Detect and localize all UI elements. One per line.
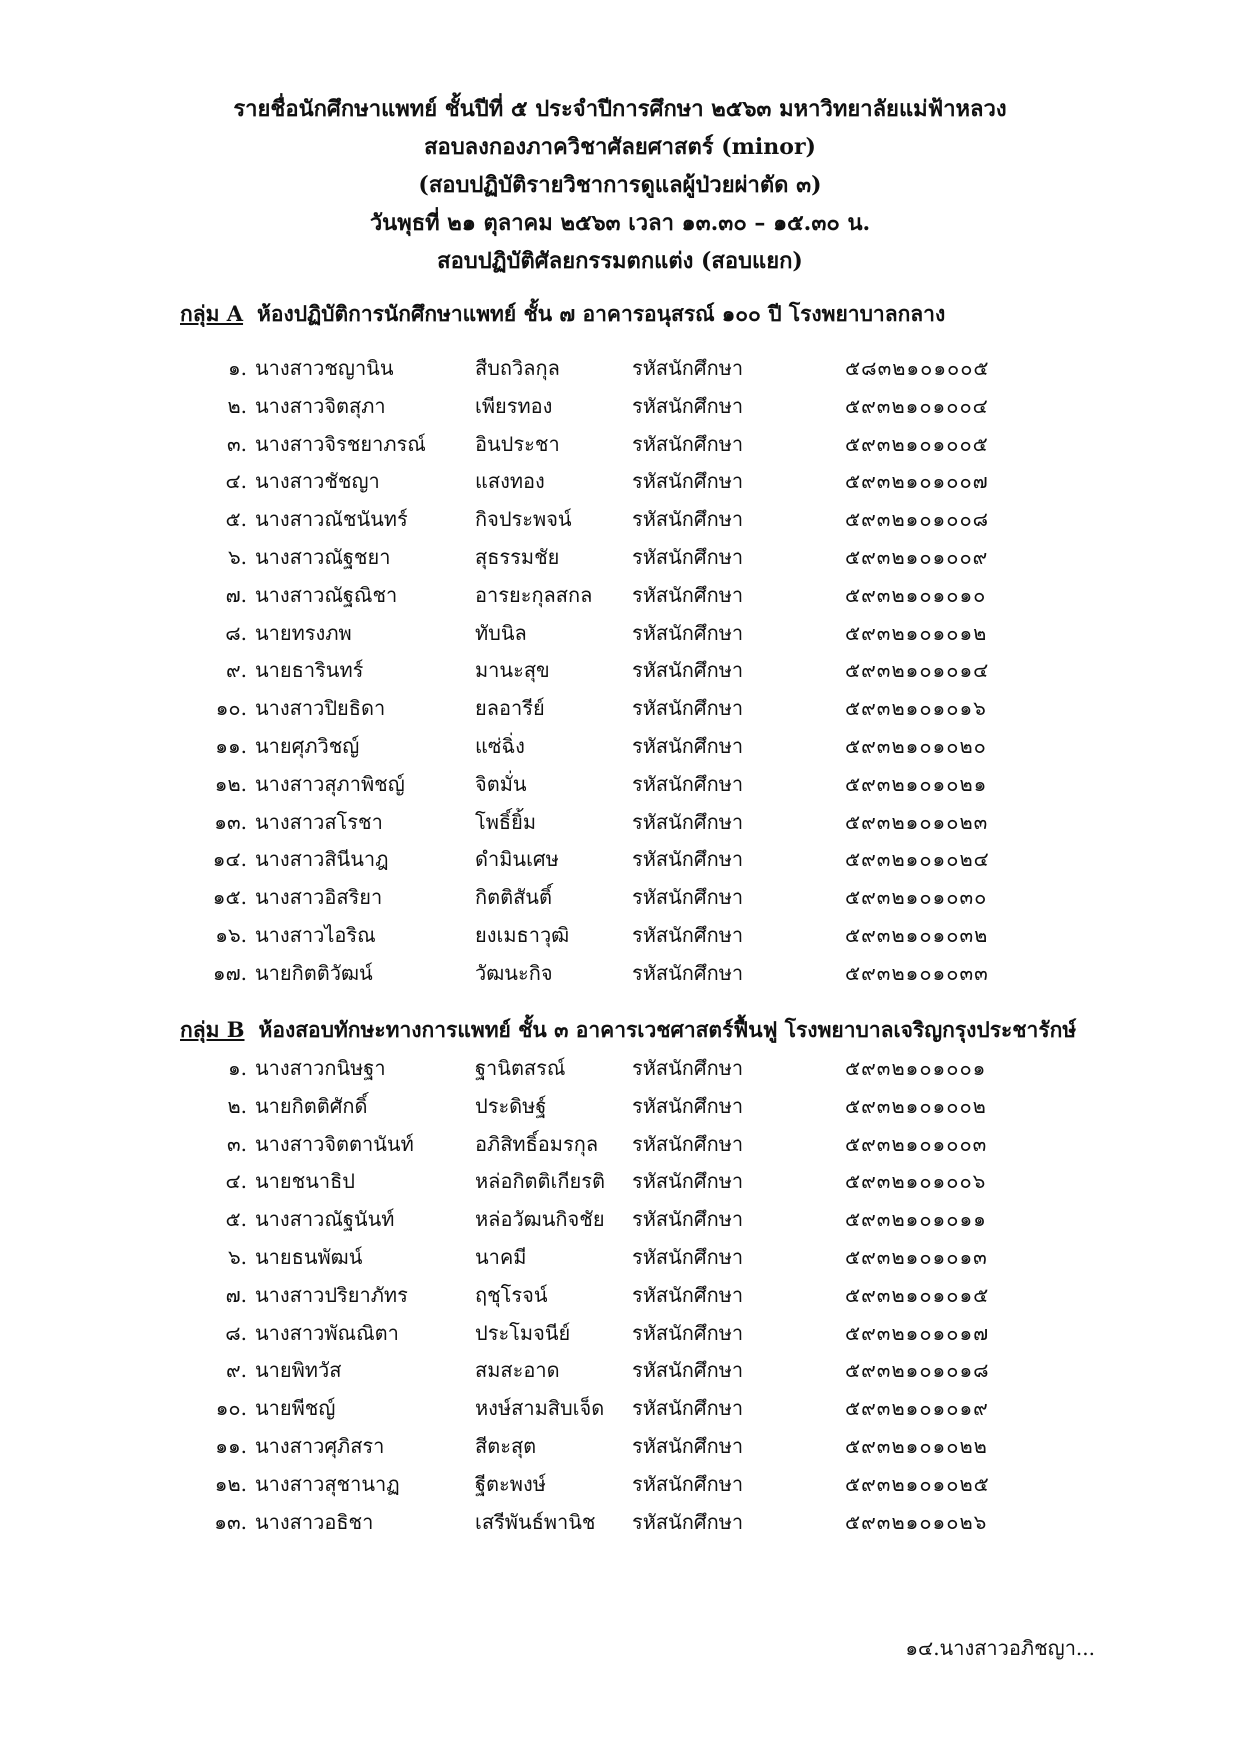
student-surname: อินประชา — [475, 431, 560, 456]
student-number: ๑๑. — [215, 733, 247, 758]
student-number: ๑. — [227, 356, 247, 380]
student-row — [0, 1504, 1240, 1542]
student-surname: แสงทอง — [475, 469, 545, 494]
student-id-label: รหัสนักศึกษา — [632, 469, 744, 494]
student-name: นางสาวจิรชยาภรณ์ — [255, 431, 426, 456]
student-id: ๕๙๓๒๑๐๑๐๑๙ — [845, 1396, 989, 1421]
student-name: นางสาวชัชญา — [255, 469, 380, 494]
student-row — [0, 501, 1240, 539]
student-number: ๑๒. — [214, 771, 247, 796]
student-name: นางสาวสโรชา — [255, 809, 383, 834]
student-surname: เสรีพันธ์พานิช — [475, 1509, 596, 1534]
student-id: ๕๙๓๒๑๐๑๐๐๖ — [845, 1169, 987, 1194]
student-id-label: รหัสนักศึกษา — [632, 620, 744, 645]
student-row — [0, 1315, 1240, 1353]
student-row — [0, 841, 1240, 879]
student-number: ๙. — [225, 1358, 247, 1383]
student-name: นางสาวปิยธิดา — [255, 696, 386, 721]
student-number: ๗. — [225, 1282, 247, 1307]
document-header — [0, 90, 1240, 280]
student-id-label: รหัสนักศึกษา — [632, 544, 744, 569]
student-row — [0, 1428, 1240, 1466]
header-line-1: รายชื่อนักศึกษาแพทย์ ชั้นปีที่ ๕ ประจำปีการศึกษา ๒๕๖๓ มหาวิทยาลัยแม่ฟ้าหลวง — [233, 96, 1007, 122]
student-name: นายทรงภพ — [255, 620, 352, 645]
student-surname: ยงเมธาวุฒิ — [475, 922, 570, 947]
continuation-note: ๑๔.นางสาวอภิชญา... — [905, 1636, 1095, 1660]
group-b-heading — [180, 1013, 1180, 1047]
student-id: ๕๙๓๒๑๐๑๐๐๕ — [845, 431, 989, 456]
student-name: นางสาวสุชานาฏ — [255, 1471, 400, 1496]
group-a-heading — [180, 297, 1180, 331]
student-name: นางสาวจิตสุภา — [255, 393, 386, 418]
group-a-label: กลุ่ม A — [180, 301, 244, 326]
student-surname: ฐานิตสรณ์ — [475, 1056, 566, 1080]
student-id: ๕๙๓๒๑๐๑๐๑๑ — [845, 1207, 987, 1232]
student-id: ๕๙๓๒๑๐๑๐๑๐ — [845, 582, 987, 607]
student-id-label: รหัสนักศึกษา — [632, 1509, 744, 1534]
student-row — [0, 1050, 1240, 1088]
student-row — [0, 804, 1240, 842]
student-id: ๕๙๓๒๑๐๑๐๐๒ — [845, 1093, 987, 1118]
student-surname: สีตะสุต — [475, 1433, 537, 1458]
student-surname: วัฒนะกิจ — [475, 960, 553, 985]
group-b-student-list — [0, 1050, 1240, 1541]
student-surname: ประโมจนีย์ — [475, 1320, 571, 1345]
student-name: นางสาวสินีนาฎ — [255, 847, 389, 872]
student-id: ๕๙๓๒๑๐๑๐๓๐ — [845, 885, 988, 910]
header-line-5: สอบปฏิบัติศัลยกรรมตกแต่ง (สอบแยก) — [437, 248, 803, 274]
student-surname: ทับนิล — [475, 620, 527, 645]
student-surname: มานะสุข — [475, 658, 550, 683]
student-name: นางสาวอิสริยา — [255, 885, 383, 910]
student-id-label: รหัสนักศึกษา — [632, 1358, 744, 1383]
student-id: ๕๙๓๒๑๐๑๐๐๗ — [845, 469, 989, 494]
student-row — [0, 350, 1240, 388]
student-row — [0, 652, 1240, 690]
student-number: ๘. — [225, 620, 247, 645]
student-name: นางสาวชญานิน — [255, 356, 394, 380]
student-number: ๖. — [227, 1244, 247, 1269]
student-name: นางสาวอธิชา — [255, 1509, 374, 1534]
student-number: ๒. — [227, 1093, 247, 1118]
student-id-label: รหัสนักศึกษา — [632, 507, 744, 532]
student-name: นางสาวศุภิสรา — [255, 1433, 385, 1458]
student-row — [0, 426, 1240, 464]
student-name: นางสาวณัฐนันท์ — [255, 1207, 395, 1232]
student-name: นายธนพัฒน์ — [255, 1244, 363, 1269]
student-id: ๕๙๓๒๑๐๑๐๒๖ — [845, 1509, 988, 1534]
student-id-label: รหัสนักศึกษา — [632, 1396, 744, 1421]
student-id-label: รหัสนักศึกษา — [632, 658, 744, 683]
student-row — [0, 690, 1240, 728]
student-surname: นาคมี — [475, 1244, 527, 1269]
student-id-label: รหัสนักศึกษา — [632, 847, 744, 872]
student-surname: กิตติสันติ์ — [475, 885, 552, 910]
student-name: นางสาวณัชนันทร์ — [255, 507, 408, 532]
student-id-label: รหัสนักศึกษา — [632, 1471, 744, 1496]
student-id-label: รหัสนักศึกษา — [632, 960, 744, 985]
student-surname: อภิสิทธิ์อมรกุล — [475, 1131, 599, 1156]
student-number: ๙. — [225, 658, 247, 683]
student-id-label: รหัสนักศึกษา — [632, 431, 744, 456]
student-surname: ดำมินเศษ — [475, 847, 559, 872]
student-number: ๕. — [225, 1207, 247, 1232]
student-id: ๕๙๓๒๑๐๑๐๒๔ — [845, 847, 990, 872]
student-surname: เพียรทอง — [475, 393, 553, 418]
student-number: ๔. — [225, 1169, 247, 1194]
student-number: ๑๔. — [212, 847, 247, 872]
student-id: ๕๙๓๒๑๐๑๐๐๑ — [845, 1056, 987, 1080]
student-id: ๕๘๓๒๑๐๑๐๐๕ — [845, 356, 990, 380]
student-number: ๑๓. — [214, 809, 247, 834]
student-name: นางสาวณัฐชยา — [255, 544, 391, 569]
student-id-label: รหัสนักศึกษา — [632, 1320, 744, 1345]
student-id-label: รหัสนักศึกษา — [632, 1282, 744, 1307]
student-surname: หล่อวัฒนกิจชัย — [475, 1207, 605, 1232]
student-surname: ฤชุโรจน์ — [475, 1282, 548, 1307]
student-id-label: รหัสนักศึกษา — [632, 922, 744, 947]
student-surname: ประดิษฐ์ — [475, 1093, 547, 1118]
student-id: ๕๙๓๒๑๐๑๐๑๘ — [845, 1358, 990, 1383]
student-number: ๕. — [225, 507, 247, 532]
student-surname: สุธรรมชัย — [475, 544, 560, 569]
student-id-label: รหัสนักศึกษา — [632, 1433, 744, 1458]
student-id-label: รหัสนักศึกษา — [632, 696, 744, 721]
student-id: ๕๙๓๒๑๐๑๐๒๓ — [845, 809, 989, 834]
group-a-student-list — [0, 350, 1240, 993]
student-row — [0, 577, 1240, 615]
student-surname: ยลอารีย์ — [475, 696, 545, 721]
student-row — [0, 1201, 1240, 1239]
student-number: ๑๕. — [212, 885, 247, 910]
group-b-location: ห้องสอบทักษะทางการแพทย์ ชั้น ๓ อาคารเวชศาสตร์ฟื้นฟู โรงพยาบาลเจริญกรุงประชารักษ์ — [258, 1017, 1077, 1042]
student-id-label: รหัสนักศึกษา — [632, 1093, 744, 1118]
student-surname: สืบถวิลกุล — [475, 356, 560, 380]
student-name: นายพิทวัส — [255, 1358, 342, 1383]
student-row — [0, 1163, 1240, 1201]
student-name: นางสาวพัณณิตา — [255, 1320, 399, 1345]
student-number: ๑๒. — [214, 1471, 247, 1496]
student-id: ๕๙๓๒๑๐๑๐๑๓ — [845, 1244, 988, 1269]
student-name: นางสาวสุภาพิชญ์ — [255, 771, 405, 796]
student-id-label: รหัสนักศึกษา — [632, 885, 744, 910]
student-row — [0, 615, 1240, 653]
student-id: ๕๙๓๒๑๐๑๐๐๘ — [845, 507, 990, 532]
student-id: ๕๙๓๒๑๐๑๐๓๒ — [845, 922, 989, 947]
student-name: นายพีชญ์ — [255, 1396, 336, 1421]
student-number: ๑๗. — [212, 960, 247, 985]
student-number: ๓. — [226, 1131, 247, 1156]
student-id: ๕๙๓๒๑๐๑๐๐๔ — [845, 393, 989, 418]
student-name: นางสาวไอริณ — [255, 922, 376, 947]
group-a-location: ห้องปฏิบัติการนักศึกษาแพทย์ ชั้น ๗ อาคารอนุสรณ์ ๑๐๐ ปี โรงพยาบาลกลาง — [257, 301, 946, 326]
header-line-2: สอบลงกองภาควิชาศัลยศาสตร์ (minor) — [424, 134, 816, 160]
student-id-label: รหัสนักศึกษา — [632, 1056, 744, 1080]
student-number: ๒. — [227, 393, 247, 418]
student-surname: โพธิ์ยิ้ม — [475, 809, 537, 834]
header-line-4: วันพุธที่ ๒๑ ตุลาคม ๒๕๖๓ เวลา ๑๓.๓๐ – ๑๕.๓๐ น. — [369, 210, 871, 236]
student-name: นายศุภวิชญ์ — [255, 733, 360, 758]
student-id-label: รหัสนักศึกษา — [632, 1207, 744, 1232]
student-row — [0, 1466, 1240, 1504]
student-number: ๑๐. — [215, 1396, 247, 1421]
student-id: ๕๙๓๒๑๐๑๐๑๖ — [845, 696, 987, 721]
student-name: นางสาวปริยาภัทร — [255, 1282, 408, 1307]
student-id-label: รหัสนักศึกษา — [632, 1244, 744, 1269]
student-row — [0, 388, 1240, 426]
student-id: ๕๙๓๒๑๐๑๐๒๑ — [845, 771, 988, 796]
student-id: ๕๙๓๒๑๐๑๐๑๒ — [845, 620, 988, 645]
student-row — [0, 1390, 1240, 1428]
student-id-label: รหัสนักศึกษา — [632, 356, 744, 380]
student-row — [0, 1126, 1240, 1164]
student-name: นายชนาธิป — [255, 1169, 355, 1194]
student-id-label: รหัสนักศึกษา — [632, 771, 744, 796]
student-name: นางสาวจิตตานันท์ — [255, 1131, 414, 1156]
student-name: นางสาวกนิษฐา — [255, 1056, 386, 1080]
student-row — [0, 917, 1240, 955]
student-id-label: รหัสนักศึกษา — [632, 582, 744, 607]
student-surname: แซ่ฉิ่ง — [475, 733, 525, 758]
group-b-label: กลุ่ม B — [180, 1017, 245, 1042]
student-number: ๑๑. — [215, 1433, 247, 1458]
student-surname: สมสะอาด — [475, 1358, 560, 1383]
student-number: ๖. — [227, 544, 247, 569]
student-row — [0, 1277, 1240, 1315]
student-number: ๑๐. — [215, 696, 247, 721]
student-name: นายกิตติวัฒน์ — [255, 960, 373, 985]
student-row — [0, 1352, 1240, 1390]
student-id-label: รหัสนักศึกษา — [632, 809, 744, 834]
student-id: ๕๙๓๒๑๐๑๐๒๐ — [845, 733, 987, 758]
student-id: ๕๙๓๒๑๐๑๐๒๕ — [845, 1471, 990, 1496]
student-row — [0, 539, 1240, 577]
student-row — [0, 728, 1240, 766]
student-id: ๕๙๓๒๑๐๑๐๑๗ — [845, 1320, 990, 1345]
student-id: ๕๙๓๒๑๐๑๐๐๓ — [845, 1131, 988, 1156]
header-line-3: (สอบปฏิบัติรายวิชาการดูแลผู้ป่วยผ่าตัด ๓) — [418, 172, 822, 198]
student-number: ๘. — [225, 1320, 247, 1345]
student-row — [0, 766, 1240, 804]
student-number: ๑๓. — [214, 1509, 247, 1534]
student-number: ๑. — [227, 1056, 247, 1080]
student-name: นายธารินทร์ — [255, 658, 364, 683]
student-surname: กิจประพจน์ — [475, 507, 572, 532]
student-id-label: รหัสนักศึกษา — [632, 733, 744, 758]
student-surname: หล่อกิตติเกียรติ — [475, 1169, 605, 1194]
student-number: ๑๖. — [215, 922, 247, 947]
student-surname: อารยะกุลสกล — [475, 582, 593, 607]
student-number: ๗. — [225, 582, 247, 607]
student-id: ๕๙๓๒๑๐๑๐๑๔ — [845, 658, 990, 683]
student-id: ๕๙๓๒๑๐๑๐๓๓ — [845, 960, 989, 985]
student-row — [0, 463, 1240, 501]
student-number: ๔. — [225, 469, 247, 494]
student-id: ๕๙๓๒๑๐๑๐๑๕ — [845, 1282, 990, 1307]
student-row — [0, 1088, 1240, 1126]
student-name: นางสาวณัฐณิชา — [255, 582, 398, 607]
student-name: นายกิตติศักดิ์ — [255, 1093, 368, 1118]
student-id-label: รหัสนักศึกษา — [632, 393, 744, 418]
student-id-label: รหัสนักศึกษา — [632, 1169, 744, 1194]
student-row — [0, 1239, 1240, 1277]
student-number: ๓. — [226, 431, 247, 456]
student-surname: หงษ์สามสิบเจ็ด — [475, 1396, 605, 1421]
student-id: ๕๙๓๒๑๐๑๐๐๙ — [845, 544, 989, 569]
student-id-label: รหัสนักศึกษา — [632, 1131, 744, 1156]
student-surname: จิตมั่น — [475, 771, 527, 796]
student-id: ๕๙๓๒๑๐๑๐๒๒ — [845, 1433, 988, 1458]
student-row — [0, 879, 1240, 917]
student-surname: ฐีตะพงษ์ — [475, 1471, 546, 1496]
student-row — [0, 955, 1240, 993]
